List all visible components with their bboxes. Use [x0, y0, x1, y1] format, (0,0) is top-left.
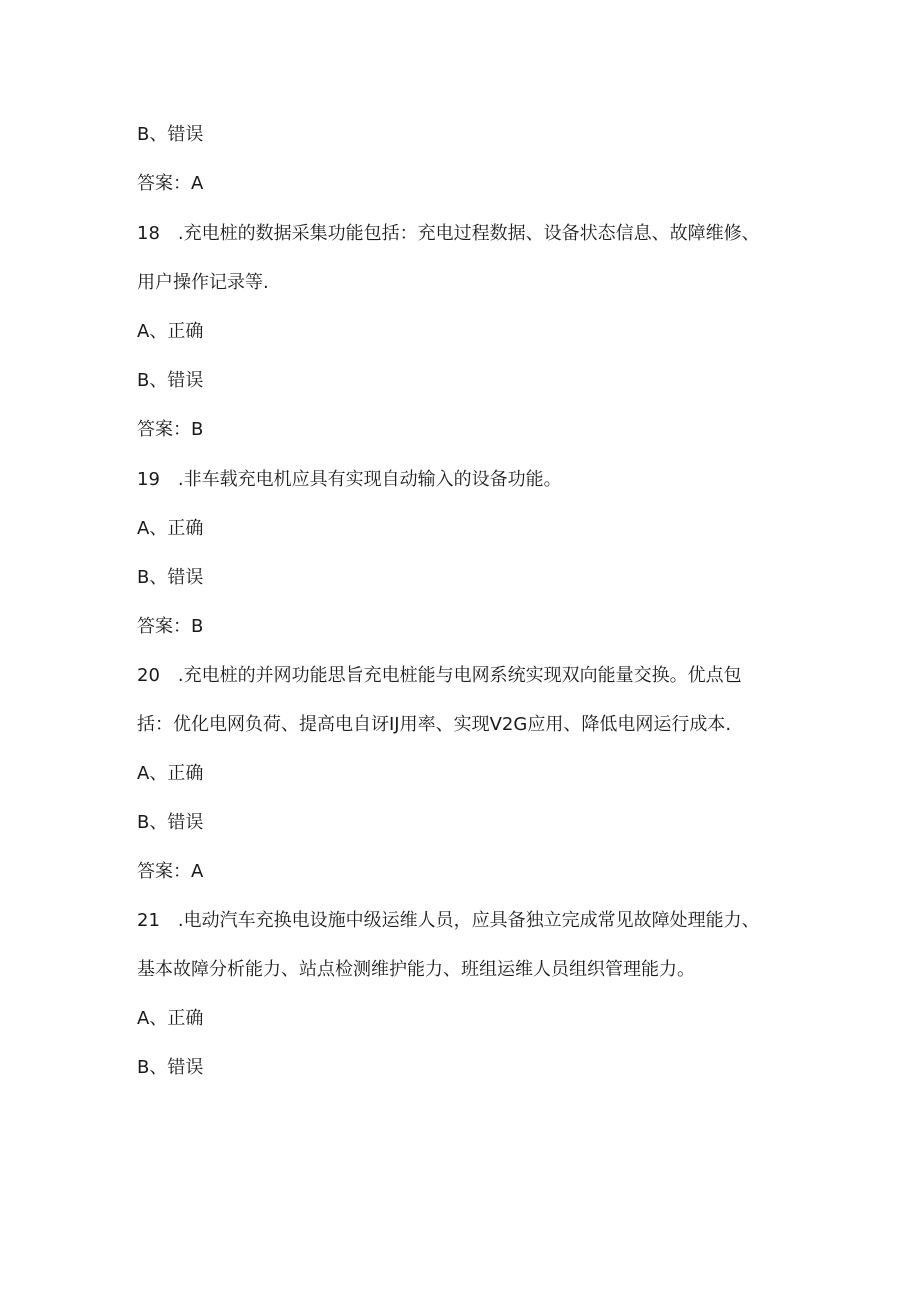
option-a: A、正确 [137, 1008, 204, 1029]
question-21-line-1: 21 .电动汽车充换电设施中级运维人员，应具备独立完成常见故障处理能力、 [137, 910, 760, 931]
option-a: A、正确 [137, 763, 204, 784]
question-18-line-1: 18 .充电桩的数据采集功能包括：充电过程数据、设备状态信息、故障维修、 [137, 223, 760, 244]
option-a: A、正确 [137, 518, 204, 539]
option-b: B、错误 [137, 370, 204, 391]
answer-line: 答案：A [137, 861, 204, 882]
answer-line: 答案：B [137, 419, 204, 440]
option-b: B、错误 [137, 1057, 204, 1078]
question-21-line-2: 基本故障分析能力、站点检测维护能力、班组运维人员组织管理能力。 [137, 959, 695, 980]
answer-line: 答案：B [137, 616, 204, 637]
question-19-line-1: 19 .非车载充电机应具有实现自动输入的设备功能。 [137, 469, 562, 490]
option-a: A、正确 [137, 321, 204, 342]
option-b: B、错误 [137, 812, 204, 833]
question-18-line-2: 用户操作记录等. [137, 272, 269, 293]
option-b: B、错误 [137, 567, 204, 588]
option-b: B、错误 [137, 124, 204, 145]
question-20-line-2: 括：优化电网负荷、提高电自讶IJ用率、实现V2G应用、降低电网运行成本. [137, 714, 732, 735]
question-20-line-1: 20 .充电桩的并网功能思旨充电桩能与电网系统实现双向能量交换。优点包 [137, 665, 742, 686]
answer-line: 答案：A [137, 173, 204, 194]
